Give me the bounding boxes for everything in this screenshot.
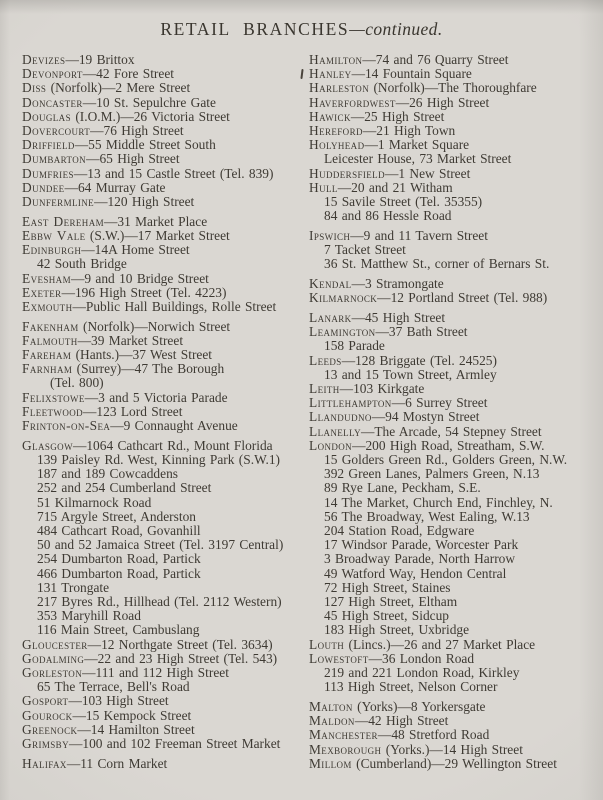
branch-address: —11 Corn Market bbox=[66, 755, 168, 771]
branch-town-name: Kendal bbox=[309, 276, 352, 292]
branch-address: (Yorks)—8 Yorkersgate bbox=[352, 698, 486, 714]
branch-address: 116 Main Street, Cambuslang bbox=[37, 622, 200, 638]
branch-entry-continuation bbox=[309, 524, 567, 538]
branch-entry bbox=[22, 215, 309, 229]
branch-entry bbox=[22, 67, 309, 81]
branch-town-name: Louth bbox=[309, 636, 345, 652]
branch-entry-continuation bbox=[22, 538, 309, 552]
branch-address: —120 High Street bbox=[94, 194, 195, 210]
branch-entry-continuation bbox=[22, 623, 309, 637]
page-title-suffix: —continued. bbox=[349, 19, 443, 39]
branch-entry-continuation bbox=[309, 152, 567, 166]
branch-entry bbox=[22, 419, 309, 433]
branch-column-left bbox=[22, 53, 309, 776]
branch-entry-continuation bbox=[22, 496, 309, 510]
branch-address: —3 and 5 Victoria Parade bbox=[84, 389, 228, 405]
branch-town-name: Fakenham bbox=[22, 318, 79, 334]
branch-entry bbox=[309, 325, 567, 339]
branch-town-name: Kilmarnock bbox=[309, 290, 378, 306]
branch-address: (Hants.)—37 West Street bbox=[71, 347, 213, 363]
branch-entry-continuation bbox=[22, 481, 309, 495]
branch-entry bbox=[22, 110, 309, 124]
branch-town-name: Ebbw Vale bbox=[22, 227, 86, 243]
branch-address: —100 and 102 Freeman Street Market bbox=[68, 736, 281, 752]
branch-entry bbox=[309, 700, 567, 714]
branch-address: 217 Byres Rd., Hillhead (Tel. 2112 Western) bbox=[37, 594, 282, 610]
branch-town-name: East Dereham bbox=[22, 213, 104, 229]
branch-address: (Cumberland)—29 Wellington Street bbox=[351, 755, 557, 771]
branch-entry-continuation bbox=[22, 257, 309, 271]
branch-address: 113 High Street, Nelson Corner bbox=[324, 679, 498, 695]
branch-address: 204 Station Road, Edgware bbox=[324, 523, 475, 538]
branch-entry bbox=[22, 737, 309, 751]
branch-address: —12 Northgate Street (Tel. 3634) bbox=[87, 636, 273, 652]
branch-town-name: Gloucester bbox=[22, 636, 88, 652]
branch-entry bbox=[22, 243, 309, 257]
branch-entry bbox=[22, 53, 309, 67]
branch-entry-continuation bbox=[309, 538, 567, 552]
branch-group bbox=[22, 757, 309, 771]
branch-address: —36 London Road bbox=[368, 650, 475, 666]
branch-address: 51 Kilmarnock Road bbox=[37, 494, 152, 510]
branch-town-name: Holyhead bbox=[309, 137, 365, 153]
branch-address: —13 and 15 Castle Street (Tel. 839) bbox=[73, 165, 274, 181]
branch-entry bbox=[309, 110, 567, 124]
branch-town-name: Huddersfield bbox=[309, 165, 385, 181]
branch-address: 392 Green Lanes, Palmers Green, N.13 bbox=[324, 466, 540, 482]
branch-address: —42 Fore Street bbox=[82, 66, 174, 82]
branch-town-name: Gourock bbox=[22, 707, 73, 723]
branch-address: —128 Briggate (Tel. 24525) bbox=[341, 352, 497, 368]
branch-address: —9 and 11 Tavern Street bbox=[350, 227, 488, 243]
branch-entry bbox=[309, 382, 567, 396]
branch-entry bbox=[309, 396, 567, 410]
branch-entry bbox=[22, 638, 309, 652]
branch-address: —42 High Street bbox=[354, 713, 449, 729]
branch-town-name: Littlehampton bbox=[309, 395, 392, 411]
branch-town-name: Malton bbox=[309, 698, 353, 714]
branch-entry bbox=[309, 81, 567, 95]
branch-town-name: Ipswich bbox=[309, 227, 351, 243]
branch-town-name: Dumfries bbox=[22, 165, 74, 181]
branch-entry bbox=[309, 311, 567, 325]
branch-address: 36 St. Matthew St., corner of Bernars St. bbox=[324, 256, 550, 272]
branch-address: 13 and 15 Town Street, Armley bbox=[324, 366, 497, 382]
branch-entry bbox=[22, 272, 309, 286]
branch-town-name: Evesham bbox=[22, 270, 71, 286]
branch-entry-continuation bbox=[22, 609, 309, 623]
branch-entry bbox=[309, 67, 567, 81]
page-title bbox=[0, 0, 603, 40]
branch-address: —1 Market Square bbox=[364, 137, 470, 153]
branch-entry bbox=[309, 291, 567, 305]
branch-town-name: Driffield bbox=[22, 137, 75, 153]
branch-entry bbox=[22, 138, 309, 152]
branch-entry-continuation bbox=[309, 666, 567, 680]
branch-address: —31 Market Place bbox=[104, 213, 208, 229]
branch-group bbox=[309, 277, 567, 305]
branch-group bbox=[22, 439, 309, 751]
branch-town-name: Lanark bbox=[309, 309, 352, 325]
branch-address: —196 High Street (Tel. 4223) bbox=[61, 284, 227, 300]
branch-entry bbox=[309, 354, 567, 368]
branch-address: 14 The Market, Church End, Finchley, N. bbox=[324, 494, 553, 510]
branch-town-name: Edinburgh bbox=[22, 242, 82, 258]
branch-town-name: Hawick bbox=[309, 108, 351, 124]
branch-town-name: Manchester bbox=[309, 727, 378, 743]
branch-town-name: Dovercourt bbox=[22, 123, 91, 139]
branch-address: —111 and 112 High Street bbox=[82, 665, 229, 681]
branch-entry-continuation bbox=[309, 581, 567, 595]
branch-town-name: Maldon bbox=[309, 713, 355, 729]
branch-town-name: Llandudno bbox=[309, 409, 372, 425]
branch-town-name: Falmouth bbox=[22, 332, 78, 348]
branch-address: —94 Mostyn Street bbox=[371, 409, 480, 425]
branch-entry-continuation bbox=[309, 209, 567, 223]
branch-address: —9 and 10 Bridge Street bbox=[70, 270, 209, 286]
branch-address: 72 High Street, Staines bbox=[324, 579, 451, 595]
branch-entry bbox=[309, 757, 567, 771]
branch-address: —55 Middle Street South bbox=[74, 137, 216, 153]
branch-town-name: Millom bbox=[309, 755, 352, 771]
branch-entry-continuation bbox=[22, 567, 309, 581]
branch-address: 187 and 189 Cowcaddens bbox=[37, 466, 178, 482]
branch-address: 127 High Street, Eltham bbox=[324, 594, 458, 610]
branch-address: 139 Paisley Rd. West, Kinning Park (S.W.1) bbox=[37, 451, 280, 467]
branch-town-name: Exeter bbox=[22, 284, 62, 300]
branch-group bbox=[309, 311, 567, 694]
branch-address: (Yorks.)—14 High Street bbox=[381, 741, 523, 757]
branch-town-name: Leamington bbox=[309, 324, 376, 340]
branch-address: —21 High Town bbox=[362, 123, 456, 139]
branch-address: —Public Hall Buildings, Rolle Street bbox=[72, 298, 277, 314]
branch-address: (Surrey)—47 The Borough bbox=[72, 361, 225, 377]
branch-entry bbox=[22, 757, 309, 771]
branch-entry bbox=[22, 229, 309, 243]
branch-entry bbox=[309, 181, 567, 195]
branch-address: —25 High Street bbox=[350, 108, 445, 124]
branch-address: —39 Market Street bbox=[77, 332, 184, 348]
branch-address: 50 and 52 Jamaica Street (Tel. 3197 Central) bbox=[37, 537, 284, 553]
branch-entry-continuation bbox=[309, 339, 567, 353]
branch-address: —76 High Street bbox=[90, 123, 184, 139]
branch-entry-continuation bbox=[22, 524, 309, 538]
branch-address: 131 Trongate bbox=[37, 579, 110, 595]
branch-town-name: Leith bbox=[309, 380, 340, 396]
branch-column-right bbox=[309, 53, 567, 776]
page-title-main: RETAIL BRANCHES bbox=[160, 19, 350, 39]
branch-address: 56 The Broadway, West Ealing, W.13 bbox=[324, 508, 530, 524]
branch-town-name: Hamilton bbox=[309, 52, 363, 67]
branch-town-name: Fleetwood bbox=[22, 403, 84, 419]
branch-town-name: Frinton-on-Sea bbox=[22, 418, 111, 434]
branch-entry bbox=[22, 405, 309, 419]
branch-entry bbox=[309, 714, 567, 728]
branch-town-name: Llanelly bbox=[309, 423, 361, 439]
branch-town-name: Mexborough bbox=[309, 741, 382, 757]
branch-town-name: London bbox=[309, 437, 353, 453]
branch-entry-continuation bbox=[22, 595, 309, 609]
branch-entry-continuation bbox=[309, 368, 567, 382]
branch-town-name: Doncaster bbox=[22, 94, 83, 110]
branch-address: —15 Kempock Street bbox=[72, 707, 192, 723]
branch-entry bbox=[309, 53, 567, 67]
branch-entry bbox=[22, 286, 309, 300]
branch-entry-continuation bbox=[309, 552, 567, 566]
branch-address: —48 Stretford Road bbox=[377, 727, 490, 743]
branch-entry-continuation bbox=[309, 496, 567, 510]
branch-entry-continuation bbox=[22, 680, 309, 694]
branch-town-name: Halifax bbox=[22, 755, 67, 771]
branch-entry bbox=[22, 195, 309, 209]
branch-town-name: Farnham bbox=[22, 361, 73, 377]
branch-town-name: Dunfermline bbox=[22, 194, 95, 210]
branch-address: —14A Home Street bbox=[81, 242, 190, 258]
branch-town-name: Dundee bbox=[22, 179, 65, 195]
branch-address: —64 Murray Gate bbox=[64, 179, 166, 195]
branch-address: (Norfolk)—2 Mere Street bbox=[46, 80, 191, 96]
branch-address: —1 New Street bbox=[384, 165, 471, 181]
branch-entry bbox=[22, 167, 309, 181]
branch-address: 7 Tacket Street bbox=[324, 242, 406, 258]
branch-entry-continuation bbox=[22, 376, 309, 390]
branch-entry bbox=[22, 181, 309, 195]
branch-entry bbox=[22, 694, 309, 708]
branch-columns bbox=[0, 53, 603, 776]
branch-address: (S.W.)—17 Market Street bbox=[85, 227, 230, 243]
branch-town-name: Diss bbox=[22, 80, 47, 96]
branch-entry-continuation bbox=[22, 552, 309, 566]
branch-group bbox=[22, 215, 309, 314]
branch-address: (Tel. 800) bbox=[50, 375, 104, 391]
branch-address: —19 Brittox bbox=[65, 52, 135, 67]
branch-entry bbox=[22, 81, 309, 95]
branch-address: 49 Watford Way, Hendon Central bbox=[324, 565, 507, 581]
branch-town-name: Godalming bbox=[22, 650, 85, 666]
branch-town-name: Harleston bbox=[309, 80, 370, 96]
branch-town-name: Felixstowe bbox=[22, 389, 85, 405]
branch-entry bbox=[309, 652, 567, 666]
branch-entry-continuation bbox=[309, 567, 567, 581]
branch-entry-continuation bbox=[309, 453, 567, 467]
branch-address: —26 High Street bbox=[395, 94, 490, 110]
branch-entry-continuation bbox=[22, 510, 309, 524]
branch-address: 42 South Bridge bbox=[37, 256, 127, 272]
branch-entry bbox=[309, 425, 567, 439]
branch-address: 89 Rye Lane, Peckham, S.E. bbox=[324, 480, 481, 496]
branch-town-name: Dumbarton bbox=[22, 151, 87, 167]
branch-address: 466 Dumbarton Road, Partick bbox=[37, 565, 201, 581]
branch-address: —9 Connaught Avenue bbox=[110, 418, 238, 434]
branch-entry bbox=[22, 723, 309, 737]
branch-address: —14 Hamilton Street bbox=[77, 721, 195, 737]
branch-entry bbox=[309, 229, 567, 243]
branch-address: —20 and 21 Witham bbox=[337, 179, 453, 195]
branch-address: 84 and 86 Hessle Road bbox=[324, 208, 452, 224]
branch-entry-continuation bbox=[309, 481, 567, 495]
branch-town-name: Lowestoft bbox=[309, 650, 369, 666]
branch-address: 484 Cathcart Road, Govanhill bbox=[37, 523, 201, 538]
branch-entry bbox=[22, 362, 309, 376]
branch-town-name: Gorleston bbox=[22, 665, 83, 681]
branch-entry bbox=[22, 652, 309, 666]
branch-entry bbox=[22, 439, 309, 453]
branch-group bbox=[309, 53, 567, 223]
branch-entry-continuation bbox=[309, 680, 567, 694]
branch-address: —103 Kirkgate bbox=[339, 380, 425, 396]
branch-address: 353 Maryhill Road bbox=[37, 608, 141, 624]
branch-town-name: Devizes bbox=[22, 52, 66, 67]
branch-entry bbox=[22, 666, 309, 680]
branch-entry bbox=[309, 410, 567, 424]
branch-address: 158 Parade bbox=[324, 338, 385, 354]
branch-entry bbox=[22, 391, 309, 405]
branch-entry bbox=[309, 439, 567, 453]
branch-entry bbox=[22, 334, 309, 348]
branch-group bbox=[22, 320, 309, 434]
branch-address: —37 Bath Street bbox=[375, 324, 468, 340]
branch-entry bbox=[309, 728, 567, 742]
branch-address: —10 St. Sepulchre Gate bbox=[82, 94, 216, 110]
branch-entry bbox=[309, 638, 567, 652]
branch-address: —123 Lord Street bbox=[83, 403, 183, 419]
branch-address: —45 High Street bbox=[351, 309, 446, 325]
branch-address: (I.O.M.)—26 Victoria Street bbox=[70, 108, 230, 124]
branch-address: —3 Stramongate bbox=[351, 276, 444, 292]
branch-town-name: Douglas bbox=[22, 108, 71, 124]
branch-address: —22 and 23 High Street (Tel. 543) bbox=[84, 650, 278, 666]
branch-address: —The Arcade, 54 Stepney Street bbox=[360, 423, 542, 439]
branch-address: —6 Surrey Street bbox=[391, 395, 488, 411]
branch-entry-continuation bbox=[22, 467, 309, 481]
branch-address: —12 Portland Street (Tel. 988) bbox=[377, 290, 548, 306]
branch-address: (Norfolk)—Norwich Street bbox=[78, 318, 231, 334]
branch-address: 183 High Street, Uxbridge bbox=[324, 622, 470, 638]
branch-address: —1064 Cathcart Rd., Mount Florida bbox=[72, 437, 273, 453]
branch-address: (Lincs.)—26 and 27 Market Place bbox=[344, 636, 536, 652]
branch-town-name: Hull bbox=[309, 179, 338, 195]
branch-town-name: Glasgow bbox=[22, 437, 73, 453]
branch-group bbox=[309, 700, 567, 771]
branch-address: 3 Broadway Parade, North Harrow bbox=[324, 551, 516, 567]
branch-address: 254 Dumbarton Road, Partick bbox=[37, 551, 201, 567]
branch-entry-continuation bbox=[309, 467, 567, 481]
branch-entry-continuation bbox=[309, 510, 567, 524]
branch-town-name: Leeds bbox=[309, 352, 342, 368]
branch-town-name: Hanley bbox=[309, 66, 352, 82]
branch-address: 715 Argyle Street, Anderston bbox=[37, 508, 196, 524]
branch-entry-continuation bbox=[309, 195, 567, 209]
branch-address: 65 The Terrace, Bell's Road bbox=[37, 679, 190, 695]
branch-address: Leicester House, 73 Market Street bbox=[324, 151, 512, 167]
branch-entry-continuation bbox=[309, 623, 567, 637]
branch-entry bbox=[22, 320, 309, 334]
branch-entry bbox=[22, 124, 309, 138]
branch-town-name: Haverfordwest bbox=[309, 94, 396, 110]
branch-town-name: Fareham bbox=[22, 347, 72, 363]
branch-address: —103 High Street bbox=[68, 693, 169, 709]
branch-town-name: Hereford bbox=[309, 123, 363, 139]
branch-address: —74 and 76 Quarry Street bbox=[362, 52, 509, 67]
branch-entry bbox=[309, 743, 567, 757]
branch-address: —200 High Road, Streatham, S.W. bbox=[352, 437, 545, 453]
branch-entry bbox=[309, 124, 567, 138]
branch-group bbox=[22, 53, 309, 209]
branch-entry bbox=[22, 96, 309, 110]
branch-town-name: Gosport bbox=[22, 693, 69, 709]
branch-entry-continuation bbox=[309, 257, 567, 271]
branch-address: —14 Fountain Square bbox=[351, 66, 472, 82]
branch-address: —65 High Street bbox=[86, 151, 180, 167]
branch-address: 252 and 254 Cumberland Street bbox=[37, 480, 212, 496]
branch-entry bbox=[309, 277, 567, 291]
branch-address: 45 High Street, Sidcup bbox=[324, 608, 449, 624]
branch-entry bbox=[309, 167, 567, 181]
branch-entry-continuation bbox=[22, 581, 309, 595]
branch-entry bbox=[22, 348, 309, 362]
branch-town-name: Greenock bbox=[22, 721, 78, 737]
branch-entry-continuation bbox=[22, 453, 309, 467]
branch-entry-continuation bbox=[309, 595, 567, 609]
branch-address: (Norfolk)—The Thoroughfare bbox=[369, 80, 537, 96]
branch-town-name: Exmouth bbox=[22, 298, 73, 314]
branch-address: 15 Savile Street (Tel. 35355) bbox=[324, 194, 483, 210]
branch-entry bbox=[22, 152, 309, 166]
branch-town-name: Grimsby bbox=[22, 736, 69, 752]
branch-entry bbox=[22, 709, 309, 723]
branch-address: 219 and 221 London Road, Kirkley bbox=[324, 665, 520, 681]
branch-entry-continuation bbox=[309, 243, 567, 257]
branch-entry bbox=[309, 96, 567, 110]
branch-address: 15 Golders Green Rd., Golders Green, N.W. bbox=[324, 451, 568, 467]
branch-address: 17 Windsor Parade, Worcester Park bbox=[324, 537, 519, 553]
branch-town-name: Devonport bbox=[22, 66, 83, 82]
branch-entry-continuation bbox=[309, 609, 567, 623]
branch-group bbox=[309, 229, 567, 272]
branch-entry bbox=[309, 138, 567, 152]
branch-entry bbox=[22, 300, 309, 314]
